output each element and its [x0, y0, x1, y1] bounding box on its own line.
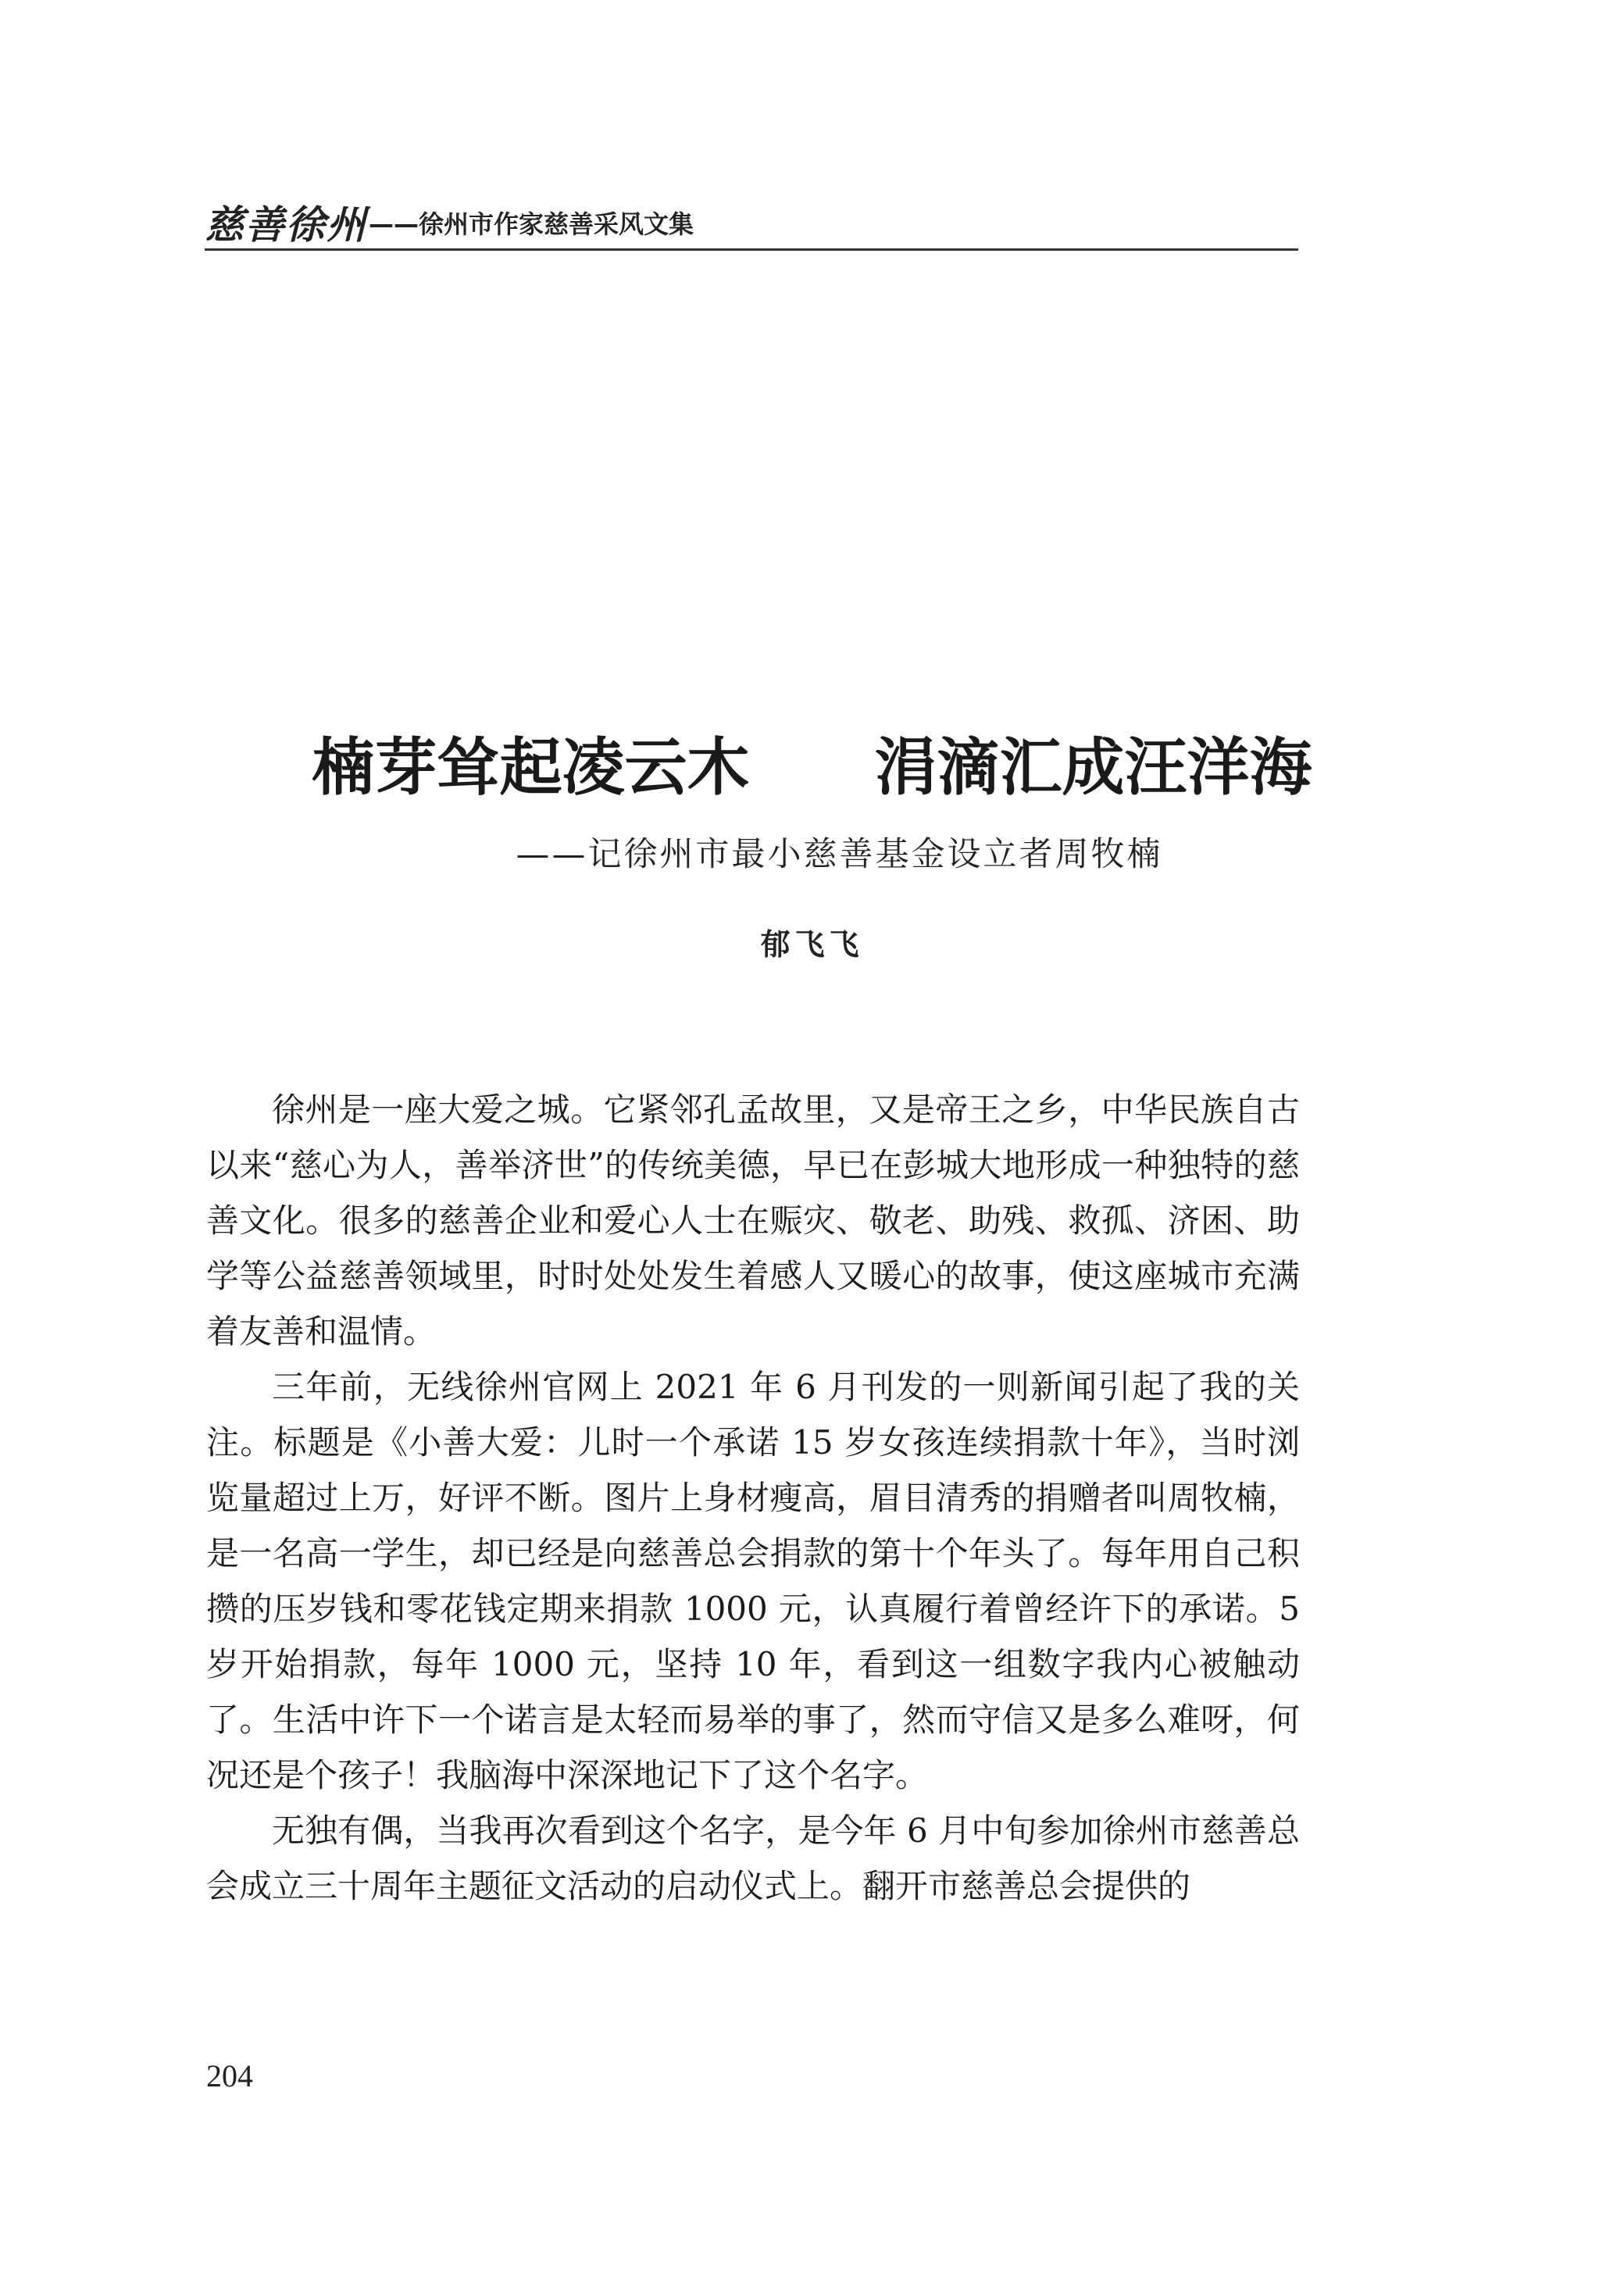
paragraph: 徐州是一座大爱之城。它紧邻孔孟故里，又是帝王之乡，中华民族自古以来“慈心为人，善举济世”的传统美德，早已在彭城大地形成一种独特的慈善文化。很多的慈善企业和爱心人士在赈灾、敬老、助残、救孤、济困、助学等公益慈善领域里，时时处处发生着感人又暖心的故事，使这座城市充满着友善和温情。 [206, 1090, 1300, 1351]
paragraph: 三年前，无线徐州官网上 2021 年 6 月刊发的一则新闻引起了我的关注。标题是《小善大爱：儿时一个承诺 15 岁女孩连续捐款十年》，当时浏览量超过上万，好评不断。图片上身材瘦高，眉目清秀的捐赠者叫周牧楠，是一名高一学生，却已经是向慈善总会捐款的第十个年头了。每年用自己积攒的压岁钱和零花钱定期来捐款 1000 元，认真履行着曾经许下的承诺。5 岁开始捐款，每年 1000 元，坚持 10 年，看到这一组数字我内心被触动了。生活中许下一个诺言是太轻而易举的事了，然而守信又是多么难呀，何况还是个孩子！我脑海中深深地记下了这个名字。 [206, 1368, 1300, 1794]
article-title: 楠芽耸起凌云木 涓滴汇成汪洋海 [312, 730, 1312, 804]
header-rule [205, 248, 1298, 251]
paragraph: 无独有偶，当我再次看到这个名字，是今年 6 月中旬参加徐州市慈善总会成立三十周年主题征文活动的启动仪式上。翻开市慈善总会提供的 [206, 1811, 1300, 1905]
article-author: 郁飞飞 [760, 927, 864, 962]
article-body [206, 1082, 1300, 1914]
article-subtitle: ——记徐州市最小慈善基金设立者周牧楠 [516, 835, 1163, 874]
page-number: 204 [206, 2058, 253, 2093]
running-header [205, 194, 1298, 248]
book-title: 慈善徐州 [205, 202, 367, 248]
book-subtitle: ——徐州市作家慈善采风文集 [369, 209, 694, 239]
